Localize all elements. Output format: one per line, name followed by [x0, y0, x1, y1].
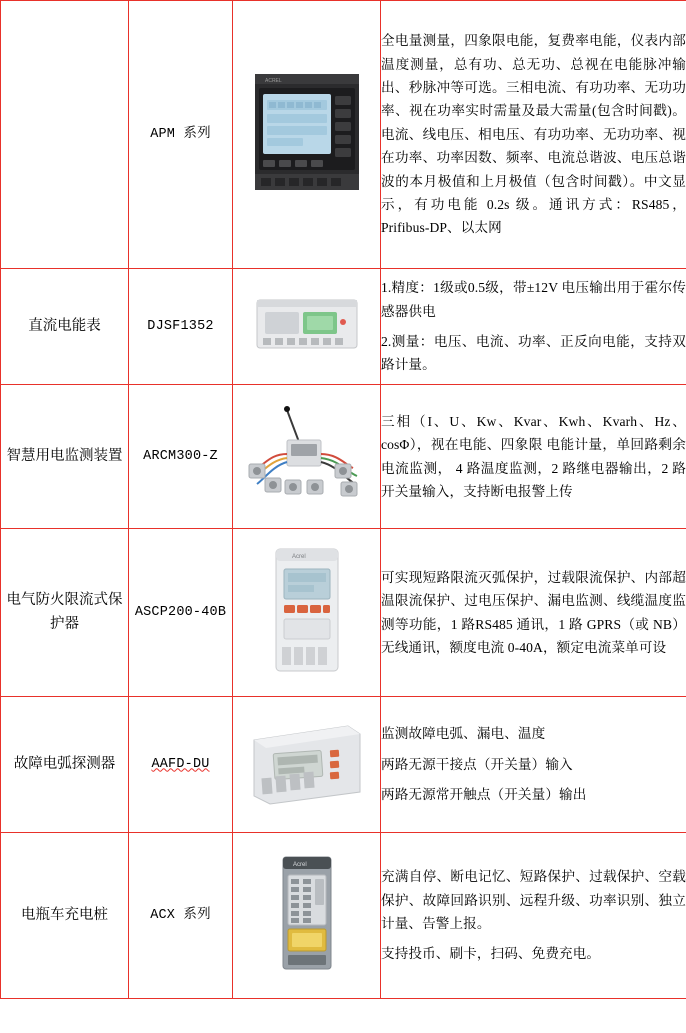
- product-model-cell: [129, 697, 233, 833]
- product-model: DJSF1352: [147, 318, 214, 334]
- product-image-cell: [233, 269, 381, 385]
- product-desc-line: 两路无源常开触点（开关量）输出: [381, 787, 587, 803]
- product-name: 电瓶车充电桩: [21, 906, 108, 923]
- product-desc-line: 监测故障电弧、漏电、温度: [381, 726, 546, 742]
- product-image-cell: [233, 697, 381, 833]
- product-desc-line: 支持投币、刷卡，扫码、免费充电。: [381, 946, 601, 962]
- product-name-cell: [1, 1, 129, 269]
- product-name-cell: [1, 269, 129, 385]
- product-desc-cell: [381, 833, 686, 999]
- product-model-cell: [129, 385, 233, 529]
- svg-text:Acrel: Acrel: [292, 862, 307, 868]
- product-model: AAFD-DU: [151, 756, 210, 772]
- table-row: [1, 385, 686, 529]
- product-desc-cell: [381, 529, 686, 697]
- table-row: [1, 697, 686, 833]
- product-name: 电气防火限流式保护器: [6, 592, 123, 632]
- svg-text:Acrel: Acrel: [291, 554, 306, 560]
- product-desc-cell: [381, 697, 686, 833]
- apm-panel-meter-photo: [245, 68, 369, 196]
- product-model: ACX 系列: [150, 907, 211, 923]
- product-desc-line: 全电量测量，四象限电能，复费率电能，仪表内部温度测量，总有功、总无功、总视在电能脉冲输出、秒脉冲等可选。三相电流、有功功率、无功功率、视在功率实时需量及最大需量(包含时间戳)。电流、线电压、相电压、有功功率、无功功率、视在功率、功率因数、频率、电流总谐波、电压总谐波的本月极值和上月极值（包含时间戳）。中文显示，有功电能 0.2s 级。通讯方式：RS485，Prifibus-DP、以太网: [381, 33, 686, 236]
- product-desc-cell: [381, 269, 686, 385]
- product-name: 智慧用电监测装置: [6, 447, 123, 464]
- product-model-cell: [129, 833, 233, 999]
- product-image-cell: [233, 1, 381, 269]
- product-desc-cell: [381, 385, 686, 529]
- product-name-cell: [1, 529, 129, 697]
- ascp-protector-photo: [262, 543, 352, 677]
- product-model: ASCP200-40B: [134, 604, 227, 620]
- product-desc-line: 1.精度：1级或0.5级，带±12V 电压输出用于霍尔传感器供电: [381, 280, 686, 319]
- product-desc-line: 三相（I、U、Kw、Kvar、Kwh、Kvarh、Hz、cosΦ），视在电能、四象限 电能计量，单回路剩余电流监测， 4 路温度监测，2 路继电器输出，2 路开关量输入，支持断电报警上传: [381, 413, 686, 499]
- product-name-cell: [1, 697, 129, 833]
- product-model-cell: [129, 1, 233, 269]
- product-image-cell: [233, 529, 381, 697]
- table-row: [1, 529, 686, 697]
- product-desc-cell: [381, 1, 686, 269]
- aafd-arc-detector-photo: [244, 716, 370, 808]
- product-name: 直流电能表: [28, 317, 101, 334]
- product-model: APM 系列: [150, 126, 211, 142]
- product-desc-line: 可实现短路限流灭弧保护，过载限流保护、内部超温限流保护、过电压保护、漏电监测、线缆温度监测等功能，1 路RS485 通讯，1 路 GPRS（或 NB）无线通讯，额度电流 0-40A，额定电流菜单可设: [381, 569, 686, 655]
- product-name: 故障电弧探测器: [13, 755, 116, 772]
- product-name-cell: [1, 833, 129, 999]
- product-desc-line: 两路无源干接点（开关量）输入: [381, 756, 573, 772]
- acx-charging-pile-photo: [267, 851, 347, 975]
- djsf-din-rail-meter-photo: [251, 290, 363, 358]
- table-row: [1, 1, 686, 269]
- product-model-cell: [129, 529, 233, 697]
- table-row: [1, 833, 686, 999]
- arcm-monitor-kit-photo: [241, 402, 373, 506]
- product-desc-line: 充满自停、断电记忆、短路保护、过载保护、空载保护、故障回路识别、远程升级、功率识别、独立计量、告警上报。: [381, 869, 686, 931]
- product-image-cell: [233, 385, 381, 529]
- product-image-cell: [233, 833, 381, 999]
- product-model: ARCM300-Z: [143, 448, 218, 464]
- product-name-cell: [1, 385, 129, 529]
- product-desc-line: 2.测量：电压、电流、功率、正反向电能，支持双路计量。: [381, 334, 686, 373]
- product-model-cell: [129, 269, 233, 385]
- svg-text:ACREL: ACREL: [264, 78, 282, 84]
- table-row: [1, 269, 686, 385]
